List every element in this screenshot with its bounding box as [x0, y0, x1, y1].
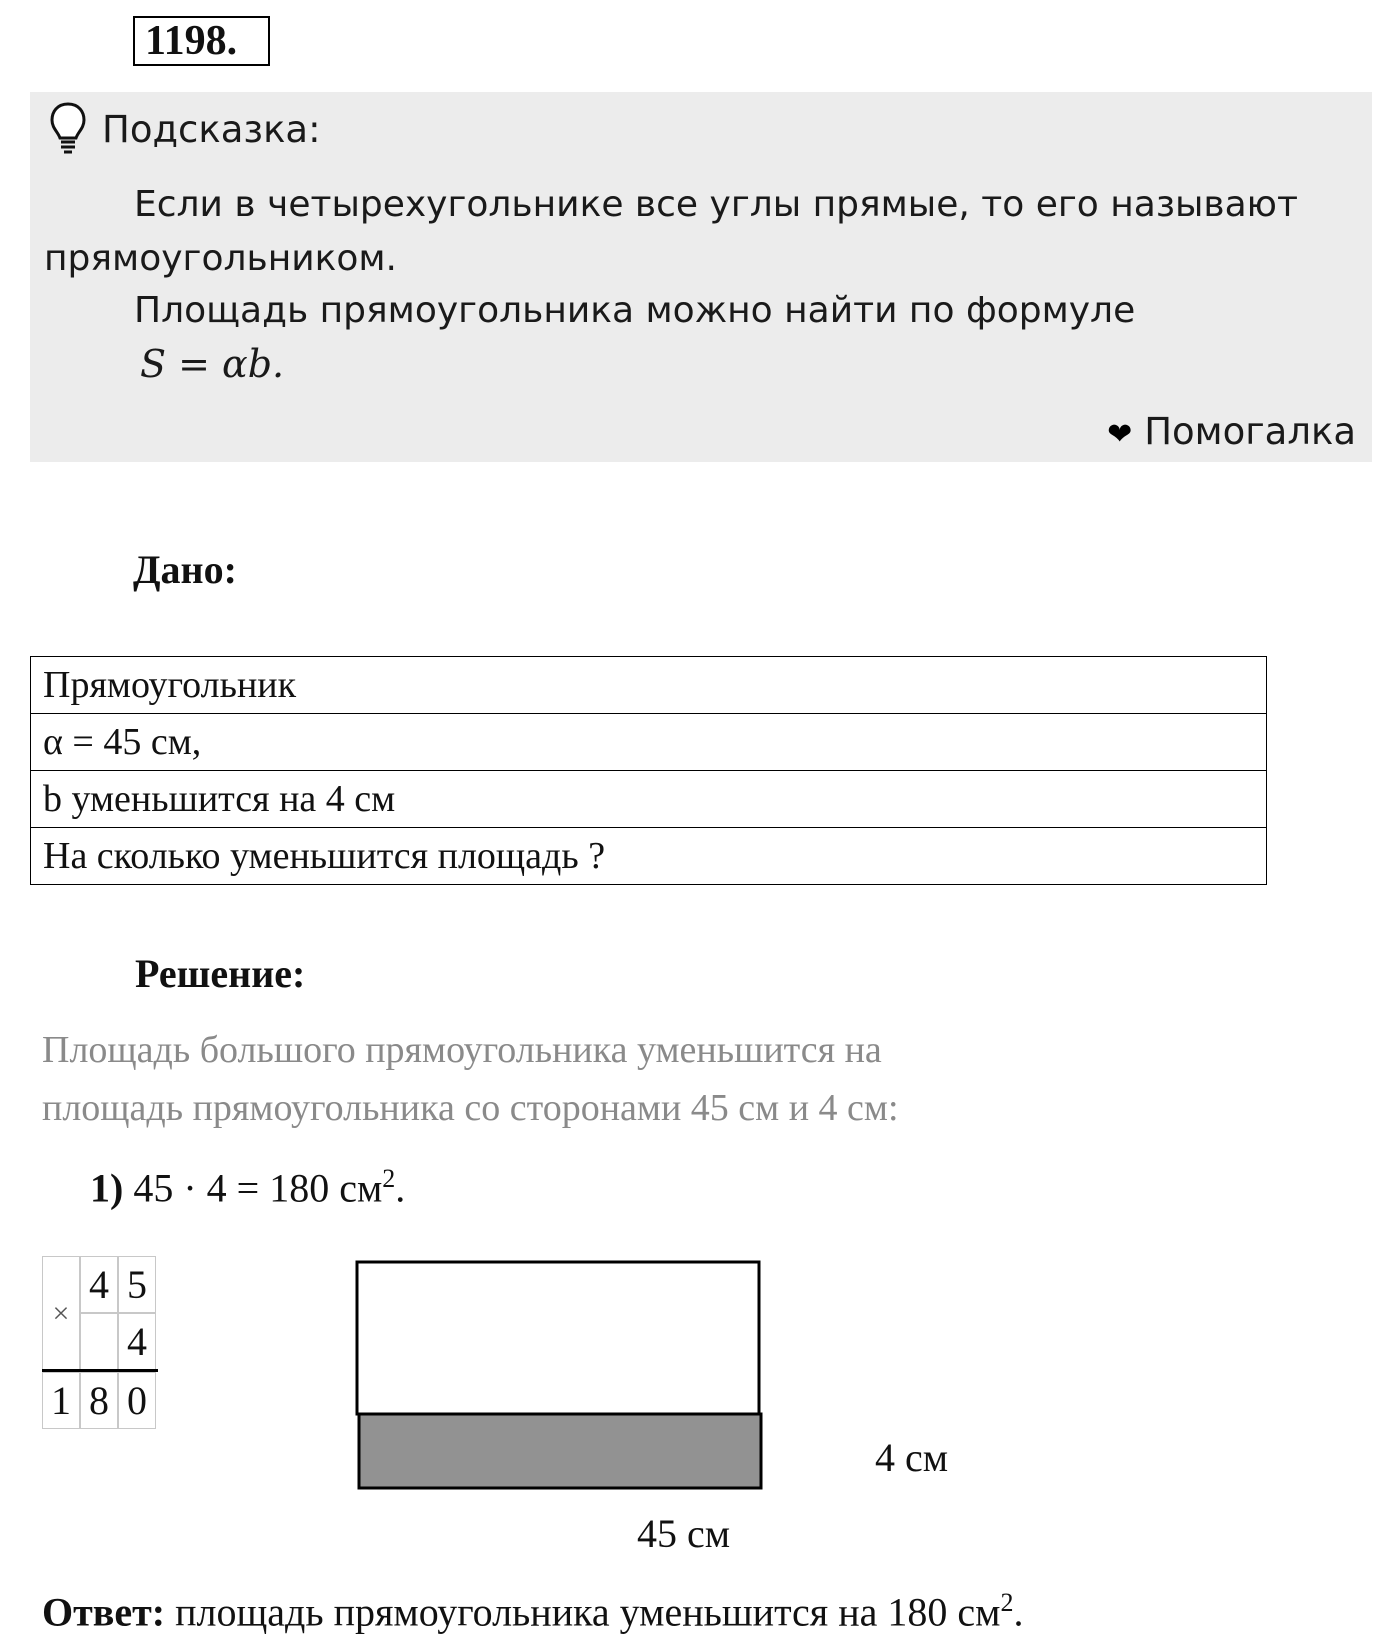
digit-cell: 0 [118, 1372, 156, 1429]
given-row [31, 771, 1267, 828]
area-formula: S = αb. [140, 342, 285, 386]
step-number: 1) [90, 1165, 124, 1211]
answer-label: Ответ: [42, 1589, 166, 1635]
given-cell: Прямоугольник [31, 657, 1267, 714]
answer-end: . [1013, 1589, 1024, 1635]
shaded-strip [359, 1414, 761, 1488]
hint-line-2: прямоугольником. [44, 238, 398, 279]
digit-cell: 8 [80, 1372, 118, 1429]
hint-line-3: Площадь прямоугольника можно найти по формуле [134, 290, 1136, 331]
digit-cell: 4 [118, 1313, 156, 1370]
answer-line [42, 1588, 1023, 1635]
heart-icon: ❤ [1107, 417, 1133, 452]
lightbulb-icon [48, 100, 88, 158]
hint-title: Подсказка: [102, 108, 321, 151]
step-end: . [395, 1165, 406, 1211]
given-row [31, 657, 1267, 714]
given-row [31, 714, 1267, 771]
digit-cell: 4 [80, 1256, 118, 1313]
hint-line-1: Если в четырехугольнике все углы прямые, то его называют [134, 184, 1298, 225]
digit-cell [80, 1313, 118, 1370]
height-label: 4 см [875, 1435, 949, 1480]
answer-text: площадь прямоугольника уменьшится на 180 см [175, 1589, 1001, 1635]
given-cell: b уменьшится на 4 см [31, 771, 1267, 828]
given-heading: Дано: [133, 547, 237, 592]
explanation-line-1: Площадь большого прямоугольника уменьшится на [42, 1029, 882, 1071]
given-cell: На сколько уменьшится площадь ? [31, 828, 1267, 885]
large-rectangle [357, 1262, 759, 1414]
step-expression: 45 · 4 = 180 см [133, 1165, 383, 1211]
brand-text: Помогалка [1144, 410, 1356, 453]
multiply-sign: × [42, 1256, 80, 1370]
brand-label [1107, 410, 1356, 453]
explanation-line-2: площадь прямоугольника со сторонами 45 см и 4 см: [42, 1087, 899, 1129]
solution-heading: Решение: [135, 951, 306, 996]
rectangle-figure [355, 1260, 775, 1500]
calculation-step [90, 1164, 405, 1211]
given-row [31, 828, 1267, 885]
hint-panel [30, 92, 1372, 462]
digit-cell: 5 [118, 1256, 156, 1313]
step-exponent: 2 [382, 1164, 396, 1193]
given-table [30, 656, 1267, 885]
width-label: 45 см [637, 1511, 731, 1556]
given-cell: α = 45 см, [31, 714, 1267, 771]
digit-cell: 1 [42, 1372, 80, 1429]
problem-number: 1198. [133, 16, 270, 66]
answer-exponent: 2 [1000, 1588, 1014, 1617]
